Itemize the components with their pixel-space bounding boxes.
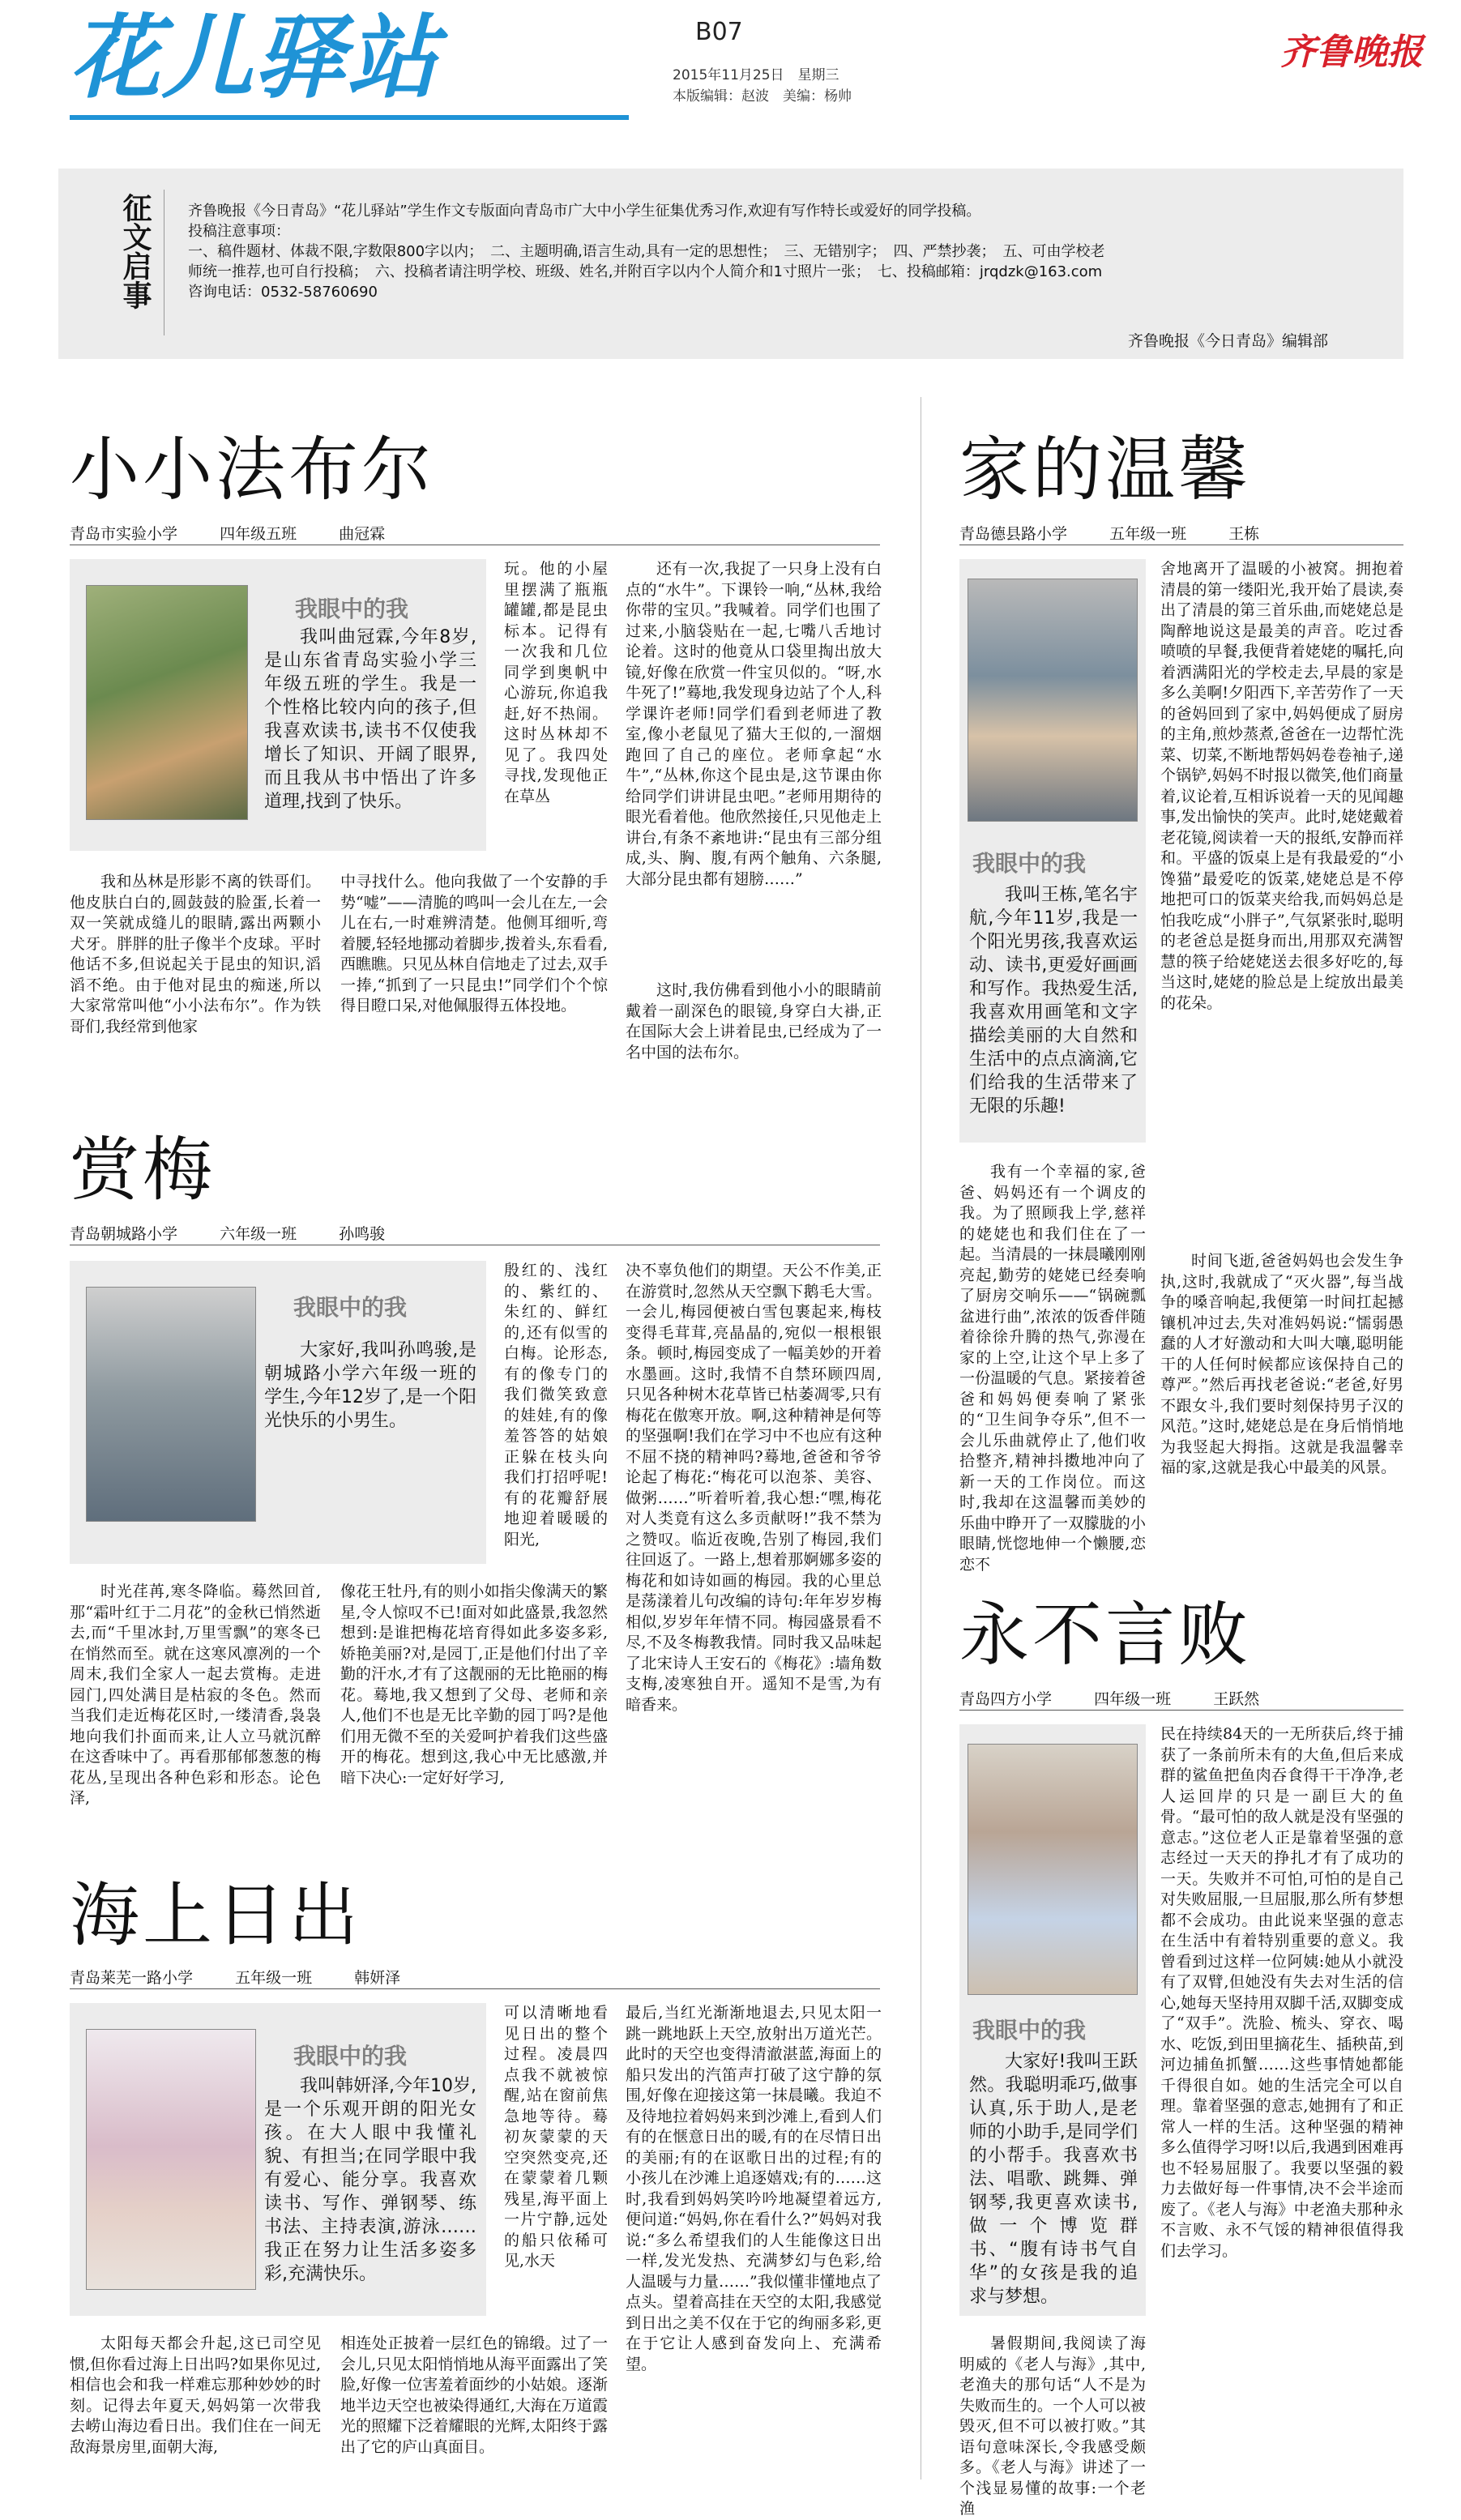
author-bio	[264, 626, 476, 814]
profile-box-never	[959, 1724, 1146, 2316]
byline-class: 六年级一班	[220, 1225, 297, 1243]
article-column	[1160, 1724, 1403, 2486]
date-line: 2015年11月25日 星期三	[673, 67, 839, 83]
masthead	[0, 0, 1461, 122]
article-column	[70, 2334, 321, 2488]
article-title-fabre: 小小法布尔	[70, 429, 434, 510]
article-paragraph: 时间飞逝,爸爸妈妈也会发生争执,这时,我就成了“灭火器”,每当战争的嗓音响起,我便第一时间扛起撼镶机冲过去,失对准妈妈说:“懦弱愚蠢的人才好激动和大叫大嚷,聪明能干的人任何时候都应该保持自己的尊严。”然后再找老爸说:“老爸,好男不跟女斗,我们要时刻保持男子汉的风范。”这时,姥姥总是在身后悄悄地为我竖起大拇指。这就是我温馨幸福的家,这就是我心中最美的风景。	[1160, 1252, 1403, 1476]
author-bio	[264, 1339, 476, 1433]
article-paragraph: 像花王牡丹,有的则小如指尖像满天的繁星,令人惊叹不已!面对如此盛景,我忽然想到:是谁把梅花培育得如此多姿多彩,娇艳美丽?对,是园丁,正是他们付出了辛勤的汗水,才有了这靓丽的无比艳丽的梅花。蓦地,我又想到了父母、老师和亲人,他们不也是无比辛勤的园丁吗?是他们用无微不至的关爱呵护着我们这些盛开的梅花。想到这,我心中无比感激,并暗下决心:一定好好学习,	[340, 1582, 608, 1787]
notice-signature: 齐鲁晚报《今日青岛》编辑部	[1128, 332, 1329, 350]
author-photo	[86, 585, 248, 820]
article-paragraph: 相连处正披着一层红色的锦缎。过了一会儿,只见太阳悄悄地从海平面露出了笑脸,好像一位害羞着面纱的小姑娘。逐渐地半边天空也被染得通红,大海在万道霞光的照耀下泛着耀眼的光辉,太阳终于露出了它的庐山真面目。	[340, 2334, 608, 2456]
article-column	[340, 1582, 608, 1834]
profile-box-sunrise	[70, 2003, 486, 2316]
me-label: 我眼中的我	[972, 2017, 1087, 2044]
profile-box-fabre	[70, 559, 486, 851]
byline-class: 五年级一班	[235, 1969, 313, 1987]
article-column	[504, 559, 608, 859]
article-column	[959, 1162, 1146, 1574]
divider	[959, 1710, 1403, 1711]
author-photo	[86, 1287, 256, 1522]
article-paragraph: 最后,当红光渐渐地退去,只见太阳一跳一跳地跃上天空,放射出万道光芒。此时的天空也变得清澈湛蓝,海面上的船只发出的汽笛声打破了这宁静的氛围,好像在迎接这第一抹晨曦。我迫不及待地拉着妈妈来到沙滩上,看到人们有的在惬意日出的暖,有的在尽情日出的美丽;有的在讴歌日出的过程;有的小孩儿在沙滩上追逐嬉戏;有的……这时,我看到妈妈笑吟吟地凝望着远方,便问道:“妈妈,你在看什么?”妈妈对我说:“多么希望我们的人生能像这日出一样,发光发热、充满梦幻与色彩,给人温暖与力量……”我似懂非懂地点了点头。望着高挂在天空的太阳,我感觉到日出之美不仅在于它的绚丽多彩,更在于它让人感到奋发向上、充满希望。	[626, 2004, 882, 2373]
article-paragraph: 我和丛林是形影不离的铁哥们。他皮肤白白的,圆鼓鼓的脸蛋,长着一双一笑就成缝儿的眼睛,露出两颗小犬牙。胖胖的肚子像半个皮球。平时他话不多,但说起关于昆虫的知识,滔滔不绝。由于他对昆虫的痴迷,所以大家常常叫他“小小法布尔”。作为铁哥们,我经常到他家	[70, 873, 321, 1036]
author-bio	[969, 883, 1138, 1118]
call-for-papers-box	[58, 169, 1403, 359]
me-label: 我眼中的我	[972, 850, 1087, 877]
author-photo	[968, 1744, 1138, 1995]
me-label: 我眼中的我	[293, 2043, 408, 2069]
author-bio-text: 大家好,我叫孙鸣骏,是朝城路小学六年级一班的学生,今年12岁了,是一个阳光快乐的小男生。	[264, 1340, 476, 1431]
notice-rules-title: 投稿注意事项：	[188, 223, 290, 240]
article-title-home: 家的温馨	[959, 429, 1251, 510]
article-column	[626, 559, 882, 979]
article-column	[1160, 1251, 1403, 1543]
article-paragraph: 中寻找什么。他向我做了一个安静的手势“嘘”——清脆的鸣叫一会儿在左,一会儿在右,一时难辨清楚。他侧耳细听,弯着腰,轻轻地挪动着脚步,拨着头,东看看,西瞧瞧。只见丛林自信地走了过去,双手一捧,“抓到了一只昆虫!”同学们个个惊得目瞪口呆,对他佩服得五体投地。	[340, 873, 608, 1014]
byline-school: 青岛四方小学	[959, 1690, 1053, 1708]
byline-school: 青岛朝城路小学	[70, 1225, 178, 1243]
profile-box-home	[959, 559, 1146, 1143]
article-title-plum: 赏梅	[70, 1130, 216, 1211]
byline-author: 韩妍泽	[354, 1969, 401, 1987]
article-column	[626, 2003, 882, 2488]
article-paragraph: 太阳每天都会升起,这已司空见惯,但你看过海上日出吗?如果你见过,相信也会和我一样难忘那种妙妙的时刻。记得去年夏天,妈妈第一次带我去崂山海边看日出。我们住在一间无敌海景房里,面朝大海,	[70, 2334, 321, 2456]
newspaper-logo: 齐鲁晚报	[1280, 32, 1423, 73]
author-photo	[968, 579, 1138, 822]
article-paragraph: 我有一个幸福的家,爸爸、妈妈还有一个调皮的我。为了照顾我上学,慈祥的姥姥也和我们住在了一起。当清晨的一抹晨曦刚刚亮起,勤劳的姥姥已经奏响了厨房交响乐——“锅碗瓢盆进行曲”,浓浓的饭香伴随着徐徐升腾的热气,弥漫在家的上空,让这个早上多了一份温暖的气息。紧接着爸爸和妈妈便奏响了紧张的“卫生间争夺乐”,但不一会儿乐曲就停止了,他们收拾整齐,精神抖擞地冲向了新一天的工作岗位。而这时,我却在这温馨而美妙的乐曲中睁开了一双朦胧的小眼睛,恍惚地伸一个懒腰,恋恋不	[959, 1163, 1146, 1574]
byline-author: 王跃然	[1213, 1690, 1260, 1708]
article-paragraph: 还有一次,我捉了一只身上没有白点的“水牛”。下课铃一响,“丛林,我给你带的宝贝。”我喊着。同学们也围了过来,小脑袋贴在一起,七嘴八舌地讨论着。这时的他竟从口袋里掏出放大镜,好像在欣赏一件宝贝似的。“呀,水牛死了!”蓦地,我发现身边站了个人,科学课许老师!同学们看到老师进了教室,像小老鼠见了猫大王似的,一溜烟跑回了自己的座位。老师拿起“水牛”,“丛林,你这个昆虫是,这节课由你给同学们讲讲昆虫吧。”老师用期待的眼光看着他。他欣然接任,只见他走上讲台,有条不紊地讲:“昆虫有三部分组成,头、胸、腹,有两个触角、六条腿,大部分昆虫都有翅膀……”	[626, 560, 882, 888]
notice-side-title	[112, 193, 152, 310]
byline-sunrise	[70, 1966, 438, 1988]
article-title-sunrise: 海上日出	[70, 1875, 361, 1956]
article-column	[504, 1261, 608, 1569]
notice-body	[188, 201, 1379, 302]
byline-class: 四年级一班	[1094, 1690, 1172, 1708]
notice-side-title-text: 征文启事	[118, 193, 152, 310]
notice-rules-line-2: 师统一推荐,也可自行投稿； 六、投稿者请注明学校、班级、姓名,并附百字以内个人简介和1寸照片一张； 七、投稿邮箱：jrqdzk@163.com	[188, 263, 1103, 280]
article-column	[1160, 559, 1403, 1248]
article-column	[959, 2334, 1146, 2518]
editor-line: 本版编辑：赵波 美编：杨帅	[673, 88, 852, 105]
notice-intro: 齐鲁晚报《今日青岛》“花儿驿站”学生作文专版面向青岛市广大中小学生征集优秀习作,欢迎有写作特长或爱好的同学投稿。	[188, 203, 981, 220]
me-label: 我眼中的我	[295, 596, 409, 622]
article-column	[504, 2003, 608, 2319]
author-bio	[969, 2050, 1138, 2309]
author-bio-text: 我叫韩妍泽,今年10岁,是一个乐观开朗的阳光女孩。在大人眼中我懂礼貌、有担当;在同学眼中我有爱心、能分享。我喜欢读书、写作、弹钢琴、练书法、主持表演,游泳……我正在努力让生活多姿多彩,充满快乐。	[264, 2076, 476, 2284]
article-paragraph: 决不辜负他们的期望。天公不作美,正在游赏时,忽然从天空飘下鹅毛大雪。一会儿,梅园便被白雪包裹起来,梅枝变得毛茸茸,亮晶晶的,宛似一根根银条。顿时,梅园变成了一幅美妙的开着水墨画。这时,我情不自禁环顾四周,只见各种树木花草皆已枯萎凋零,只有梅花在傲寒开放。啊,这种精神是何等的坚强啊!我们在学习中不也应有这种不屈不挠的精神吗?蓦地,爸爸和爷爷论起了梅花:“梅花可以泡茶、美容、做粥……”听着听着,我心想:“嘿,梅花对人类竟有这么多贡献呀!”我不禁为之赞叹。临近夜晚,告别了梅园,我们往回返了。一路上,想着那婀娜多姿的梅花和如诗如画的梅园。我的心里总是荡漾着儿句改编的诗句:年年岁岁梅相似,岁岁年年情不同。梅园盛景看不尽,不及冬梅教我情。同时我又品味起了北宋诗人王安石的《梅花》:墙角数支梅,凌寒独自开。遥知不是雪,为有暗香来。	[626, 1262, 882, 1714]
author-bio-text: 我叫曲冠霖,今年8岁,是山东省青岛实验小学三年级五班的学生。我是一个性格比较内向的孩子,但我喜欢读书,读书不仅使我增长了知识、开阔了眼界,而且我从书中悟出了许多道理,找到了快乐。	[264, 627, 476, 812]
article-column	[626, 980, 882, 1086]
byline-class: 五年级一班	[1109, 525, 1187, 543]
divider	[70, 1988, 880, 1989]
logo-underline	[70, 115, 629, 120]
article-paragraph: 可以清晰地看见日出的整个过程。凌晨四点我不就被惊醒,站在窗前焦急地等待。蓦初灰蒙蒙的天空突然变亮,还在蒙蒙着几颗残星,海平面上一片宁静,远处的船只依稀可见,水天	[504, 2004, 608, 2270]
byline-never	[959, 1687, 1297, 1709]
article-title-never: 永不言败	[959, 1595, 1251, 1676]
byline-home	[959, 522, 1297, 544]
byline-author: 王栋	[1228, 525, 1260, 543]
article-column	[626, 1261, 882, 1838]
profile-box-plum	[70, 1261, 486, 1564]
article-paragraph: 玩。他的小屋里摆满了瓶瓶罐罐,都是昆虫标本。记得有一次我和几位同学到奥帆中心游玩,你追我赶,好不热闹。这时丛林却不见了。我四处寻找,发现他正在草丛	[504, 560, 608, 805]
byline-author: 曲冠霖	[339, 525, 386, 543]
byline-class: 四年级五班	[220, 525, 297, 543]
article-paragraph: 这时,我仿佛看到他小小的眼睛前戴着一副深色的眼镜,身穿白大褂,正在国际大会上讲着昆虫,已经成为了一名中国的法布尔。	[626, 981, 882, 1061]
article-column	[70, 1582, 321, 1834]
author-bio-text: 大家好!我叫王跃然。我聪明乖巧,做事认真,乐于助人,是老师的小助手,是同学们的小帮手。我喜欢书法、唱歌、跳舞、弹钢琴,我更喜欢读书,做一个博览群书、“腹有诗书气自华”的女孩是我的追求与梦想。	[969, 2052, 1138, 2307]
page-number: B07	[695, 18, 743, 46]
author-bio	[264, 2074, 476, 2286]
article-paragraph: 暑假期间,我阅读了海明威的《老人与海》,其中,老渔夫的那句话“人不是为失败而生的。一个人可以被毁灭,但不可以被打败。”其语句意味深长,令我感受颇多。《老人与海》讲述了一个浅显易懂的故事:一个老渔	[959, 2334, 1146, 2518]
column-logo: 花儿驿站	[70, 6, 439, 111]
byline-author: 孙鸣骏	[339, 1225, 386, 1243]
byline-school: 青岛市实验小学	[70, 525, 178, 543]
article-paragraph: 时光荏苒,寒冬降临。蓦然回首,那“霜叶红于二月花”的金秋已悄然逝去,而“千里冰封,万里雪飘”的寒冬已在悄然而至。就在这寒风凛冽的一个周末,我们全家人一起去赏梅。走进园门,四处满目是枯寂的冬色。然而当我们走近梅花区时,一缕清香,袅袅地向我们扑面而来,让人立马就沉醉在这香味中了。再看那郁郁葱葱的梅花丛,呈现出各种色彩和形态。论色泽,	[70, 1582, 321, 1807]
byline-fabre	[70, 522, 422, 544]
byline-school: 青岛德县路小学	[959, 525, 1068, 543]
me-label: 我眼中的我	[293, 1294, 408, 1321]
article-column	[70, 872, 321, 1099]
author-photo	[86, 2029, 256, 2290]
byline-school: 青岛莱芜一路小学	[70, 1969, 194, 1987]
byline-plum	[70, 1222, 422, 1244]
article-paragraph: 殷红的、浅红的、紫红的、朱红的、鲜红的,还有似雪的白梅。论形态,有的像专门的我们微笑致意的娃娃,有的像羞答答的姑娘正躲在枝头向我们打招呼呢!有的花瓣舒展地迎着暖暖的阳光,	[504, 1262, 608, 1548]
article-paragraph: 民在持续84天的一无所获后,终于捕获了一条前所未有的大鱼,但后来成群的鲨鱼把鱼肉吞食得干干净净,老人运回岸的只是一副巨大的鱼骨。“最可怕的敌人就是没有坚强的意志。”这位老人正是靠着坚强的意志经过一天天的挣扎才有了成功的一天。失败并不可怕,可怕的是自己对失败屈服,一旦屈服,那么所有梦想都不会成功。由此说来坚强的意志在生活中有着特别重要的意义。我曾看到过这样一位阿姨:她从小就没有了双臂,但她没有失去对生活的信心,她每天坚持用双脚千活,双脚变成了“双手”。洗脸、梳头、穿衣、喝水、吃饭,到田里摘花生、插秧苗,到河边捕鱼抓蟹……这些事情她都能千得很自如。她的生活完全可以自理。靠着坚强的意志,她拥有了和正常人一样的生活。这种坚强的精神多么值得学习呀!以后,我遇到困难再也不轻易屈服了。我要以坚强的毅力去做好每一件事情,决不会半途而废了。《老人与海》中老渔夫那种永不言败、永不气馁的精神很值得我们去学习。	[1160, 1725, 1403, 2260]
notice-rules-line-1: 一、稿件题材、体裁不限,字数限800字以内； 二、主题明确,语言生动,具有一定的思想性； 三、无错别字； 四、严禁抄袭； 五、可由学校老	[188, 243, 1105, 260]
article-paragraph: 舍地离开了温暖的小被窝。拥抱着清晨的第一缕阳光,我开始了晨读,奏出了清晨的第三首乐曲,而姥姥总是陶醉地说这是最美的声音。吃过香喷喷的早餐,我便背着姥姥的嘱托,向着洒满阳光的学校走去,早晨的家是多么美啊!夕阳西下,辛苦劳作了一天的爸妈回到了家中,妈妈便成了厨房的主角,煎炒蒸煮,爸爸在一边帮忙洗菜、切菜,不断地帮妈妈卷卷袖子,递个锅铲,妈妈不时报以微笑,他们商量着,议论着,互相诉说着一天的见闻趣事,发出愉快的笑声。此时,姥姥戴着老花镜,阅读着一天的报纸,安静而祥和。平盛的饭桌上是有我最爱的“小馋猫”最爱吃的饭菜,姥姥总是不停地把可口的饭菜夹给我,而妈妈总是怕我吃成“小胖子”,气氛紧张时,聪明的老爸总是挺身而出,用那双充满智慧的筷子给姥姥送去很多好吃的,每当这时,姥姥的脸总是上绽放出最美的花朵。	[1160, 560, 1403, 1012]
article-column	[340, 872, 608, 1099]
notice-phone: 咨询电话：0532-58760690	[188, 284, 378, 301]
author-bio-text: 我叫王栋,笔名宇航,今年11岁,我是一个阳光男孩,我喜欢运动、读书,更爱好画画和写作。我热爱生活,我喜欢用画笔和文字描绘美丽的大自然和生活中的点点滴滴,它们给我的生活带来了无限的乐趣!	[969, 885, 1138, 1117]
article-column	[340, 2334, 608, 2488]
